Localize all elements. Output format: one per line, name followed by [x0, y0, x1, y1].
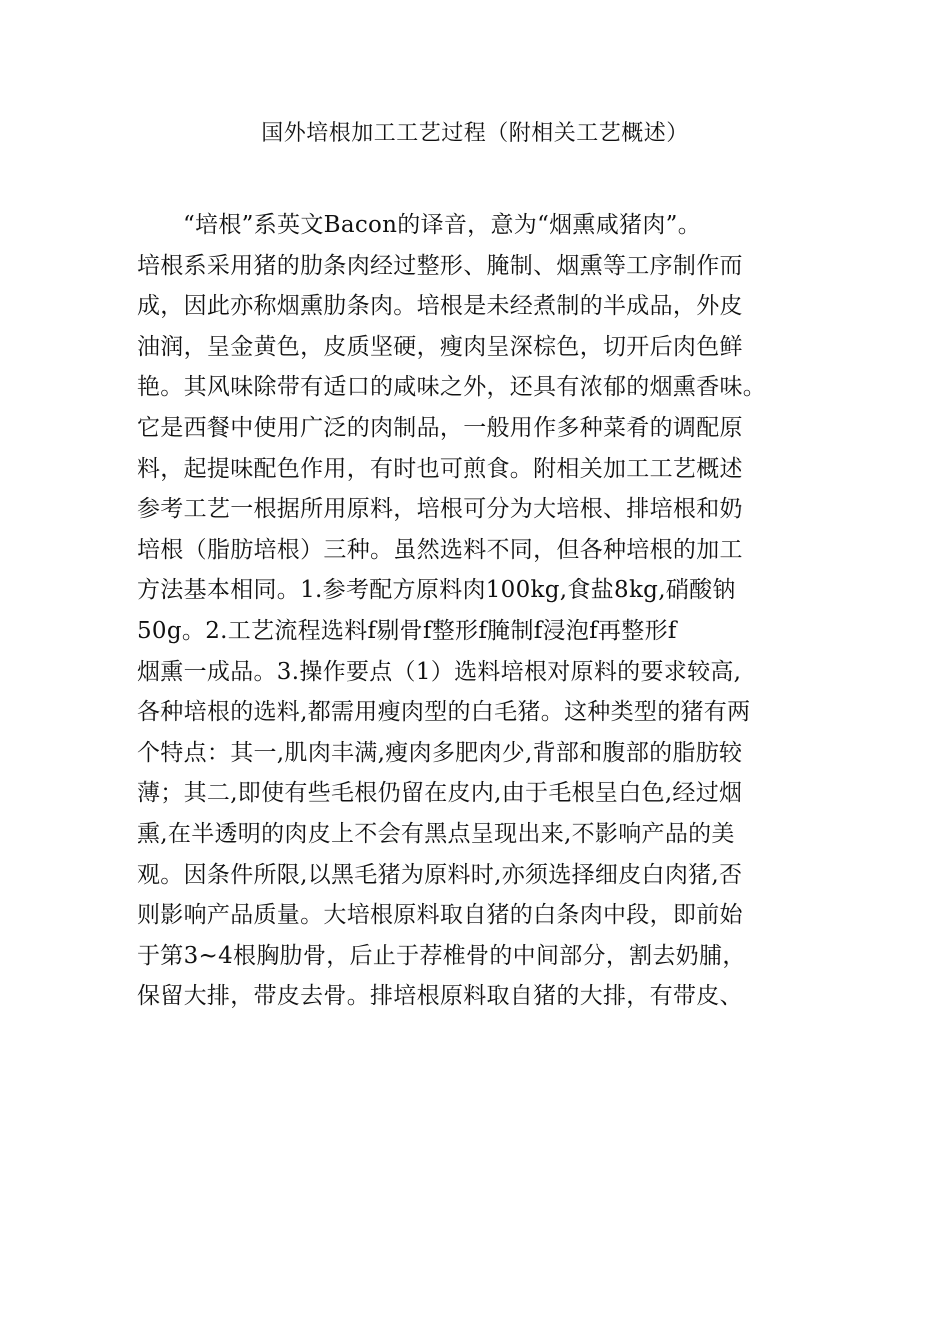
- document-body: [137, 205, 827, 1017]
- paragraph-line: 料，起提味配色作用，有时也可煎食。附相关加工工艺概述: [137, 455, 743, 482]
- paragraph-line: 培根（脂肪培根）三种。虽然选料不同，但各种培根的加工: [137, 536, 743, 563]
- paragraph-line: 于第3~4根胸肋骨，后止于荐椎骨的中间部分，割去奶脯，: [137, 942, 746, 969]
- paragraph-line: 油润，呈金黄色，皮质坚硬，瘦肉呈深棕色，切开后肉色鲜: [137, 333, 743, 360]
- paragraph-line: 成，因此亦称烟熏肋条肉。培根是未经煮制的半成品，外皮: [137, 293, 743, 320]
- document-title: 国外培根加工工艺过程（附相关工艺概述）: [261, 121, 689, 146]
- paragraph-line: 熏,在半透明的肉皮上不会有黑点呈现出来,不影响产品的美: [137, 820, 735, 847]
- paragraph-line: 保留大排，带皮去骨。排培根原料取自猪的大排，有带皮、: [137, 983, 743, 1010]
- paragraph-line: 50g。2.工艺流程选料f剔骨f整形f腌制f浸泡f再整形f: [137, 617, 677, 644]
- paragraph-line: 培根系采用猪的肋条肉经过整形、腌制、烟熏等工序制作而: [137, 252, 743, 279]
- paragraph-line: 观。因条件所限,以黑毛猪为原料时,亦须选择细皮白肉猪,否: [137, 861, 743, 888]
- paragraph-line: 各种培根的选料,都需用瘦肉型的白毛猪。这种类型的猪有两: [137, 699, 751, 726]
- paragraph-line: “培根”系英文Bacon的译音，意为“烟熏咸猪肉”。: [183, 212, 701, 238]
- paragraph-line: 烟熏一成品。3.操作要点（1）选料培根对原料的要求较高,: [137, 658, 742, 685]
- paragraph-line: 它是西餐中使用广泛的肉制品，一般用作多种菜肴的调配原: [137, 414, 743, 441]
- paragraph-line: 个特点：其一,肌肉丰满,瘦肉多肥肉少,背部和腹部的脂肪较: [137, 739, 743, 766]
- paragraph-line: 方法基本相同。1.参考配方原料肉100kg,食盐8kg,硝酸钠: [137, 577, 736, 604]
- paragraph-line: 参考工艺一根据所用原料，培根可分为大培根、排培根和奶: [137, 496, 743, 523]
- paragraph-line: 则影响产品质量。大培根原料取自猪的白条肉中段，即前始: [137, 902, 743, 929]
- paragraph-line: 艳。其风味除带有适口的咸味之外，还具有浓郁的烟熏香味。: [137, 374, 767, 401]
- paragraph-line: 薄；其二,即使有些毛根仍留在皮内,由于毛根呈白色,经过烟: [137, 780, 743, 807]
